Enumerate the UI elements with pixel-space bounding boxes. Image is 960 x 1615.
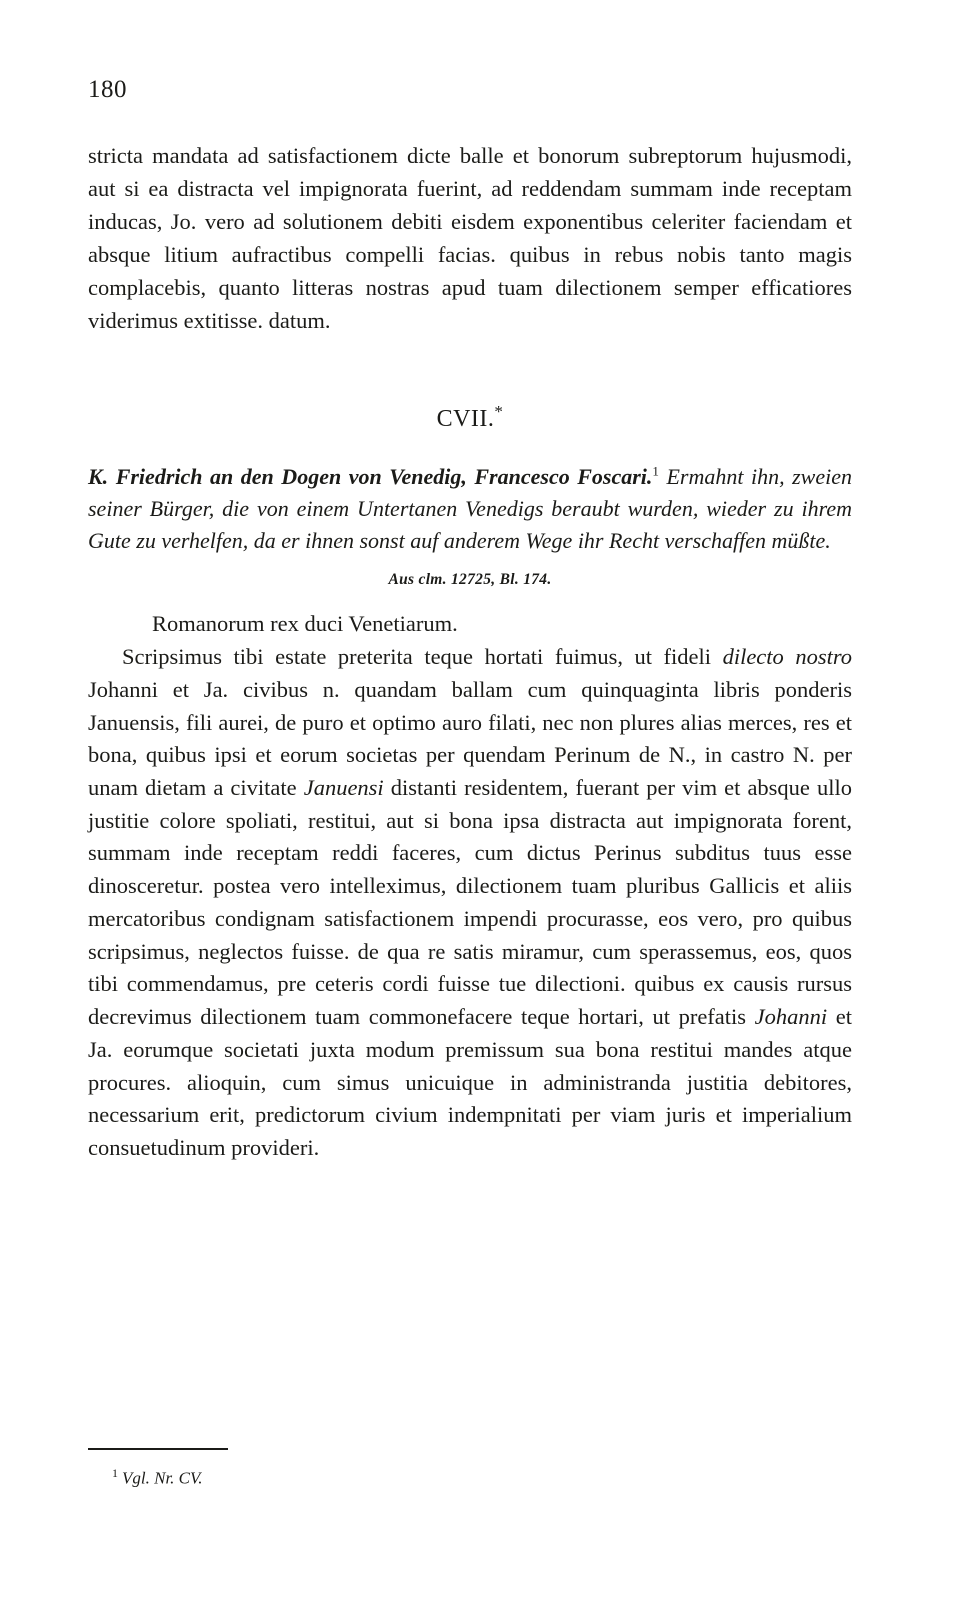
body-text-4: et Ja. eorumque societati juxta modum premissum sua bona restitui mandes atque procures. alioquin, cum simus unicuique in administranda justitia debitores, necessarium erit, predictorum civium indempnitati per viam juris et imperialium consuetudinum provideri. bbox=[88, 1004, 852, 1161]
regest-lead: K. Friedrich an den Dogen von Venedig, Francesco Foscari. bbox=[88, 463, 653, 489]
letter-body bbox=[88, 641, 852, 1165]
top-paragraph: stricta mandata ad satisfactionem dicte balle et bonorum subreptorum hujusmodi, aut si ea distracta vel impignorata fuerint, ad reddendam summam inde receptam inducas, Jo. vero ad solutionem debiti eisdem exponentibus celeriter faciendam et absque litium aufractibus compelli facias. quibus in rebus nobis tanto magis complacebis, quanto litteras nostras apud tuam dilectionem semper efficatiores viderimus extitisse. datum. bbox=[88, 143, 852, 333]
regest bbox=[88, 461, 852, 557]
page-content bbox=[88, 140, 852, 1187]
regest-body: Ermahnt ihn, zweien seiner Bürger, die von einem Untertanen Venedigs beraubt wurden, wieder zu ihrem Gute zu verhelfen, da er ihnen sonst auf anderem Wege ihr Recht verschaffen müßte. bbox=[88, 463, 852, 553]
footnote bbox=[112, 1466, 202, 1489]
body-text-2: Johanni et Ja. civibus n. quandam ballam cum quinquaginta libris ponderis Januensis, fili aurei, de puro et optimo auro filati, nec non plures alias merces, res et bona, quibus ipsi et eorum societas per quendam Perinum de N., in castro N. per unam dietam a civitate bbox=[88, 676, 852, 800]
section-heading-asterisk: * bbox=[494, 401, 504, 421]
footnote-marker: 1 bbox=[112, 1466, 118, 1480]
body-text-1: Scripsimus tibi estate preterita teque hortati fuimus, ut fideli bbox=[122, 644, 723, 670]
footnote-text: Vgl. Nr. CV. bbox=[122, 1468, 203, 1488]
body-italic-2: Januensi bbox=[303, 774, 384, 800]
body-italic-1: dilecto nostro bbox=[722, 644, 853, 670]
page-number: 180 bbox=[88, 76, 127, 103]
addressee-line: Romanorum rex duci Venetiarum. bbox=[152, 611, 458, 637]
footnote-divider bbox=[88, 1448, 228, 1450]
regest-footnote-marker: 1 bbox=[652, 463, 659, 479]
source-reference: Aus clm. 12725, Bl. 174. bbox=[388, 571, 552, 589]
section-heading-label: CVII. bbox=[436, 405, 495, 432]
section-heading bbox=[88, 402, 852, 433]
body-text-3: distanti residentem, fuerant per vim et absque ullo justitie colore spoliati, restitui, aut si bona ipsa distracta aut impignorata forent, summam inde receptam reddi faceres, cum dictus Perinus subditus tuus esse dinosceretur. postea vero intelleximus, dilectionem tuam pluribus Gallicis et aliis mercatoribus condignam satisfactionem impendi procurasse, eos vero, pro quibus scripsimus, neglectos fuisse. de qua re satis miramur, cum sperassemus, eos, quos tibi commendamus, pre ceteris cordi fuisse tue dilectioni. quibus ex causis rursus decrevimus dilectionem tuam commonefacere teque hortari, ut prefatis bbox=[88, 774, 852, 1030]
body-italic-3: Johanni bbox=[754, 1004, 828, 1030]
